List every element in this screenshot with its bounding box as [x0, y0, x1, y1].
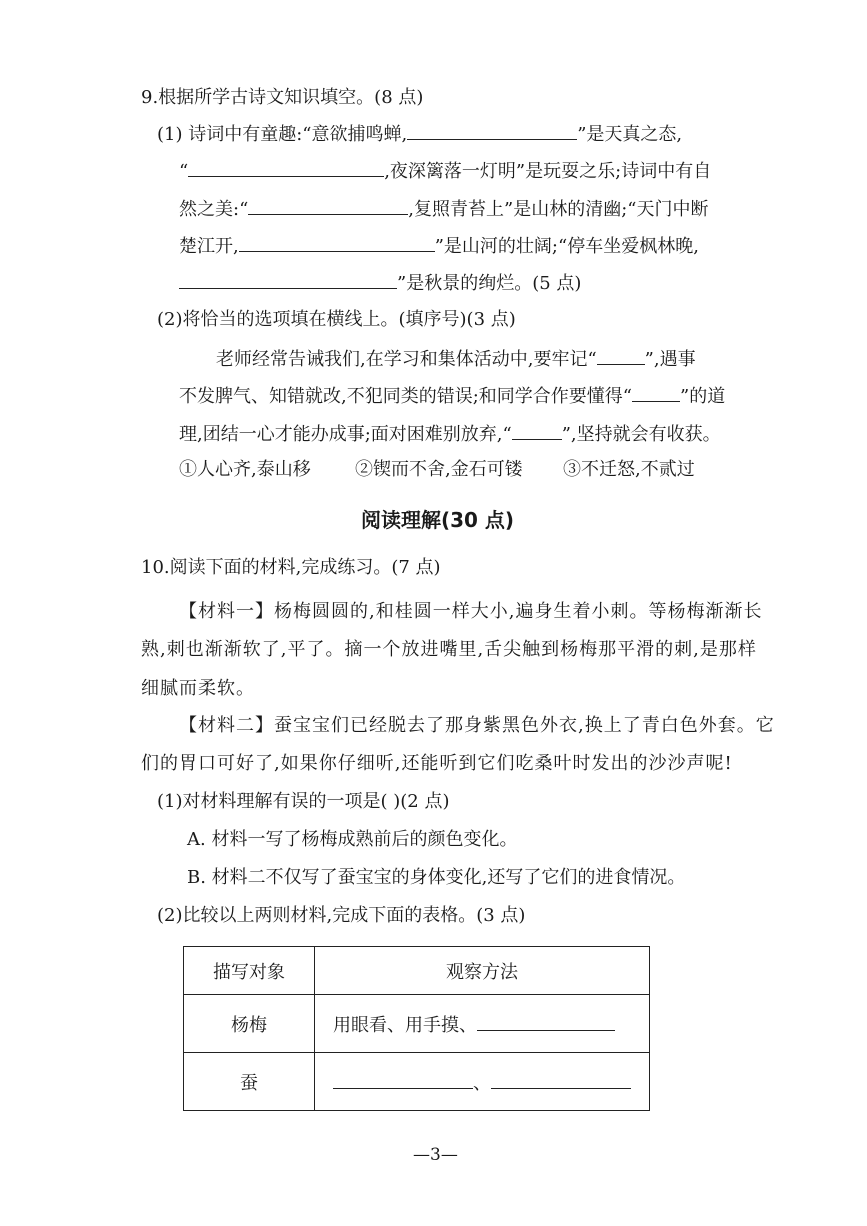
- q9-part2-para-line2: [179, 383, 725, 409]
- fill-blank[interactable]: [188, 158, 384, 177]
- text-segment: 老师经常告诫我们,在学习和集体活动中,要牢记“: [216, 349, 597, 370]
- q9-option-3: ③不迁怒,不贰过: [563, 459, 695, 480]
- q9-part2-header: (2)将恰当的选项填在横线上。(填序号)(3 点): [157, 309, 516, 330]
- table-row: [184, 1053, 650, 1111]
- header-object: 描写对象: [184, 947, 315, 995]
- section-title: 阅读理解(30 点): [361, 508, 515, 532]
- text-segment: (1) 诗词中有童趣:“意欲捕鸣蝉,: [157, 124, 408, 145]
- text-segment: ”是天真之态,: [577, 124, 683, 145]
- fill-blank[interactable]: [491, 1070, 631, 1089]
- fill-blank[interactable]: [632, 383, 680, 402]
- q9-header: 9.根据所学古诗文知识填空。(8 点): [141, 87, 424, 108]
- q10-header: 10.阅读下面的材料,完成练习。(7 点): [141, 557, 441, 578]
- text-segment: 楚江开,: [179, 236, 239, 257]
- row2-object: 蚕: [184, 1053, 315, 1111]
- material1-line3: 细腻而柔软。: [141, 678, 255, 699]
- q10-sub1-stem: (1)对材料理解有误的一项是( )(2 点): [157, 791, 450, 812]
- row1-object: 杨梅: [184, 995, 315, 1053]
- text-segment: ,复照青苔上”是山林的清幽;“天门中断: [408, 199, 709, 220]
- q10-sub1-option-a: A. 材料一写了杨梅成熟前后的颜色变化。: [187, 829, 518, 850]
- fill-blank[interactable]: [477, 1012, 615, 1031]
- q9-part1-line4: [179, 233, 699, 259]
- q10-sub1-option-b: B. 材料二不仅写了蚕宝宝的身体变化,还写了它们的进食情况。: [187, 867, 686, 888]
- page-number: —3—: [413, 1145, 458, 1165]
- fill-blank[interactable]: [597, 346, 645, 365]
- fill-blank[interactable]: [248, 196, 408, 215]
- text-segment: ,夜深篱落一灯明”是玩耍之乐;诗词中有自: [384, 161, 712, 182]
- material1-line2: 熟,刺也渐渐软了,平了。摘一个放进嘴里,舌尖触到杨梅那平滑的刺,是那样: [141, 639, 757, 660]
- separator: 、: [473, 1072, 491, 1094]
- text-segment: 然之美:“: [179, 199, 249, 220]
- q9-option-2: ②锲而不舍,金石可镂: [355, 459, 523, 480]
- fill-blank[interactable]: [179, 270, 397, 289]
- q9-part1-line5: [179, 270, 581, 296]
- row1-method: [315, 995, 650, 1053]
- q9-part1-line3: [179, 196, 708, 222]
- text-segment: ”是山河的壮阔;“停车坐爱枫林晚,: [434, 236, 699, 257]
- material2-line1: 【材料二】蚕宝宝们已经脱去了那身紫黑色外衣,换上了青白色外套。它: [179, 715, 775, 736]
- table-row: [184, 995, 650, 1053]
- text-segment: “: [179, 161, 189, 182]
- text-segment: ”是秋景的绚烂。(5 点): [397, 273, 582, 294]
- fill-blank[interactable]: [407, 121, 577, 140]
- fill-blank[interactable]: [333, 1070, 473, 1089]
- fill-blank[interactable]: [239, 233, 435, 252]
- text-segment: ”,坚持就会有收获。: [561, 424, 721, 445]
- q9-part1-line1: [157, 121, 682, 147]
- text-segment: ”,遇事: [644, 349, 696, 370]
- q9-part2-para-line1: [216, 346, 696, 372]
- q9-part2-para-line3: [179, 421, 721, 447]
- row2-method: [315, 1053, 650, 1111]
- header-method: 观察方法: [315, 947, 650, 995]
- text-segment: ”的道: [680, 386, 726, 407]
- q9-part1-line2: [179, 158, 711, 184]
- table-header-row: [184, 947, 650, 995]
- method-text: 用眼看、用手摸、: [333, 1014, 477, 1036]
- fill-blank[interactable]: [512, 421, 562, 440]
- text-segment: 不发脾气、知错就改,不犯同类的错误;和同学合作要懂得“: [179, 386, 632, 407]
- material2-line2: 们的胃口可好了,如果你仔细听,还能听到它们吃桑叶时发出的沙沙声呢!: [141, 753, 733, 774]
- material1-line1: 【材料一】杨梅圆圆的,和桂圆一样大小,遍身生着小刺。等杨梅渐渐长: [179, 601, 763, 622]
- text-segment: 理,团结一心才能办成事;面对困难别放弃,“: [179, 424, 512, 445]
- observation-table: [183, 946, 650, 1111]
- q10-sub2-stem: (2)比较以上两则材料,完成下面的表格。(3 点): [157, 905, 526, 926]
- q9-option-1: ①人心齐,泰山移: [179, 459, 311, 480]
